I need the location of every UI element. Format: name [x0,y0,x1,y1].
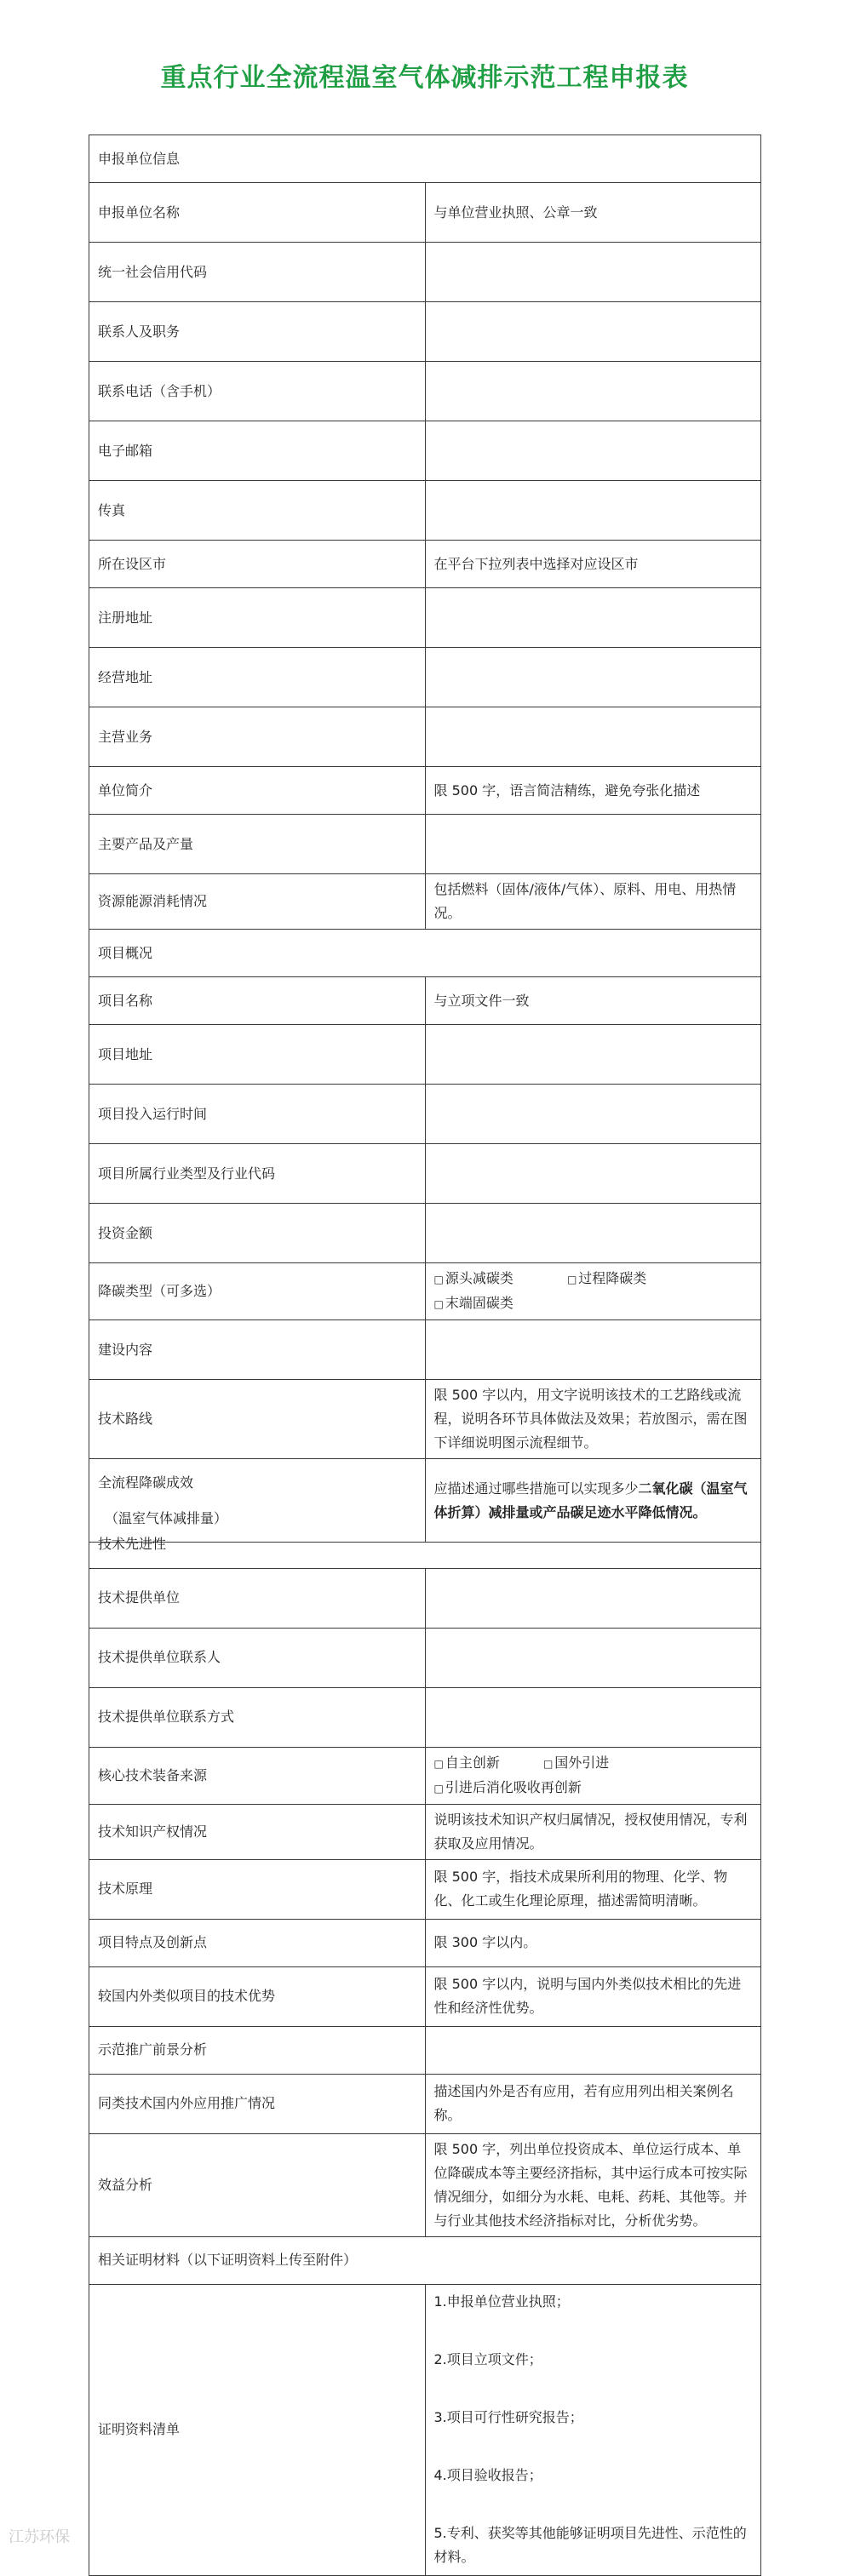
field-label: 较国内外类似项目的技术优势 [89,1966,426,2026]
field-value[interactable]: 限 500 字以内，说明与国内外类似技术相比的先进性和经济性优势。 [425,1966,761,2026]
page-title: 重点行业全流程温室气体减排示范工程申报表 [160,63,689,93]
field-label: 核心技术装备来源 [89,1747,426,1804]
field-value[interactable] [425,588,761,648]
equip-source-options [425,1747,761,1804]
field-label: 注册地址 [89,588,426,648]
list-item: 1.申报单位营业执照； [433,2293,570,2310]
form-row [89,1025,761,1085]
checkbox-end-sequestration[interactable] [434,1291,513,1316]
checkbox-label: 源头减碳类 [445,1270,513,1286]
checkbox-source-reduction[interactable] [434,1267,513,1291]
form-row [89,1628,761,1687]
carbon-type-options [425,1263,761,1320]
field-value[interactable] [425,421,761,481]
checkbox-self-innovation[interactable] [434,1751,500,1776]
field-value[interactable]: 限 500 字，语言简洁精练，避免夸张化描述 [425,767,761,815]
form-row [89,1859,761,1919]
form-row [89,421,761,481]
evidence-list [425,2284,761,2575]
field-value[interactable] [425,362,761,421]
field-label: 建设内容 [89,1320,426,1380]
field-label: 技术提供单位联系方式 [89,1687,426,1747]
form-row [89,183,761,243]
form-row [89,1919,761,1966]
checkbox-import-reinnovation[interactable] [434,1776,582,1800]
field-label: 技术知识产权情况 [89,1804,426,1859]
field-label: 降碳类型（可多选） [89,1263,426,1320]
section-header-applicant: 申报单位信息 [89,135,761,183]
form-row [89,2133,761,2236]
field-value[interactable] [425,1568,761,1628]
form-row [89,2026,761,2074]
form-row [89,481,761,541]
field-label: 项目所属行业类型及行业代码 [89,1144,426,1204]
checkbox-icon: □ [433,1782,444,1795]
field-label: 效益分析 [89,2133,426,2236]
field-value[interactable]: 描述国内外是否有应用，若有应用列出相关案例名称。 [425,2074,761,2133]
application-form-part1 [89,135,761,1543]
checkbox-label: 国外引进 [554,1754,610,1771]
field-value[interactable]: 与立项文件一致 [425,977,761,1025]
reduction-text-bold: 二氧化碳（温室气体折算）减排量或产品碳足迹水平降低情况。 [433,1480,748,1520]
field-value[interactable] [425,1628,761,1687]
field-value[interactable] [425,1320,761,1380]
field-label: 统一社会信用代码 [89,243,426,302]
field-value[interactable] [425,1085,761,1144]
field-label: 主要产品及产量 [89,815,426,874]
form-row [89,1804,761,1859]
field-value[interactable] [425,815,761,874]
field-value[interactable] [425,2026,761,2074]
section-header-evidence: 相关证明材料（以下证明资料上传至附件） [89,2236,761,2284]
form-row [89,2074,761,2133]
form-row [89,874,761,930]
form-row [89,1966,761,2026]
field-label: 技术路线 [89,1380,426,1459]
form-row [89,302,761,362]
field-value[interactable] [425,1204,761,1263]
field-label: 技术原理 [89,1859,426,1919]
field-value[interactable]: 包括燃料（固体/液体/气体）、原料、用电、用热情况。 [425,874,761,930]
checkbox-label: 末端固碳类 [445,1295,513,1311]
field-value[interactable] [425,648,761,707]
field-value[interactable]: 限 500 字，列出单位投资成本、单位运行成本、单位降碳成本等主要经济指标，其中运行成本可按实际情况细分，如细分为水耗、电耗、药耗、其他等。并与行业其他技术经济指标对比，分析优劣势。 [425,2133,761,2236]
form-row [89,1380,761,1459]
checkbox-icon: □ [542,1757,554,1770]
field-label: 经营地址 [89,648,426,707]
form-row [89,2284,761,2575]
form-row [89,1085,761,1144]
section-header-tech: 技术先进性 [89,1520,761,1568]
field-label: 项目投入运行时间 [89,1085,426,1144]
field-label: 所在设区市 [89,541,426,588]
checkbox-icon: □ [433,1274,444,1285]
field-label: 证明资料清单 [89,2284,426,2575]
field-value[interactable] [425,1687,761,1747]
form-row [89,541,761,588]
field-label: 传真 [89,481,426,541]
checkbox-process-reduction[interactable] [567,1267,646,1291]
list-item: 4.项目验收报告； [433,2467,542,2483]
form-row [89,588,761,648]
field-label: 技术提供单位 [89,1568,426,1628]
checkbox-label: 过程降碳类 [578,1270,647,1286]
field-value[interactable]: 限 500 字，指技术成果所利用的物理、化学、物化、化工或生化理论原理，描述需简明清晰。 [425,1859,761,1919]
form-row [89,1320,761,1380]
checkbox-icon: □ [566,1274,577,1285]
field-label: 电子邮箱 [89,421,426,481]
field-label: 投资金额 [89,1204,426,1263]
field-value[interactable]: 与单位营业执照、公章一致 [425,183,761,243]
form-row [89,767,761,815]
field-label: 申报单位名称 [89,183,426,243]
form-row [89,1144,761,1204]
form-row [89,1204,761,1263]
field-label: 资源能源消耗情况 [89,874,426,930]
field-value[interactable] [425,1144,761,1204]
watermark: 江苏环保 [9,2528,70,2546]
field-value[interactable]: 限 500 字以内，用文字说明该技术的工艺路线或流程，说明各环节具体做法及效果；若放图示，需在图下详细说明图示流程细节。 [425,1380,761,1459]
form-row [89,815,761,874]
form-row [89,707,761,767]
checkbox-icon: □ [433,1757,444,1770]
field-value[interactable] [425,302,761,362]
form-row [89,243,761,302]
field-label: 技术提供单位联系人 [89,1628,426,1687]
application-form-part2 [89,1520,761,2576]
list-item: 5.专利、获奖等其他能够证明项目先进性、示范性的材料。 [433,2525,747,2565]
field-value[interactable] [425,481,761,541]
form-row [89,1687,761,1747]
reduction-text: 应描述通过哪些措施可以实现多少 [433,1480,639,1497]
field-value[interactable] [425,243,761,302]
field-label: 联系人及职务 [89,302,426,362]
field-value[interactable]: 在平台下拉列表中选择对应设区市 [425,541,761,588]
field-value[interactable]: 说明该技术知识产权归属情况，授权使用情况，专利获取及应用情况。 [425,1804,761,1859]
checkbox-icon: □ [433,1298,444,1310]
field-value[interactable] [425,1025,761,1085]
field-label: 联系电话（含手机） [89,362,426,421]
form-row [89,362,761,421]
form-row [89,1568,761,1628]
form-row [89,648,761,707]
field-label: 项目特点及创新点 [89,1919,426,1966]
checkbox-foreign-import[interactable] [543,1751,609,1776]
field-value[interactable] [425,707,761,767]
checkbox-label: 自主创新 [445,1754,500,1771]
field-label: 示范推广前景分析 [89,2026,426,2074]
field-label: 项目名称 [89,977,426,1025]
reduction-label-line2: （温室气体减排量） [105,1509,228,1526]
checkbox-label: 引进后消化吸收再创新 [445,1778,582,1795]
list-item: 3.项目可行性研究报告； [433,2409,583,2425]
form-row [89,1747,761,1804]
reduction-label-line1: 全流程降碳成效 [98,1474,194,1491]
list-item: 2.项目立项文件； [433,2351,542,2367]
form-row [89,1263,761,1320]
form-row [89,977,761,1025]
field-label: 单位简介 [89,767,426,815]
field-value[interactable]: 限 300 字以内。 [425,1919,761,1966]
field-label: 主营业务 [89,707,426,767]
field-label: 项目地址 [89,1025,426,1085]
field-label: 同类技术国内外应用推广情况 [89,2074,426,2133]
section-header-project: 项目概况 [89,930,761,977]
